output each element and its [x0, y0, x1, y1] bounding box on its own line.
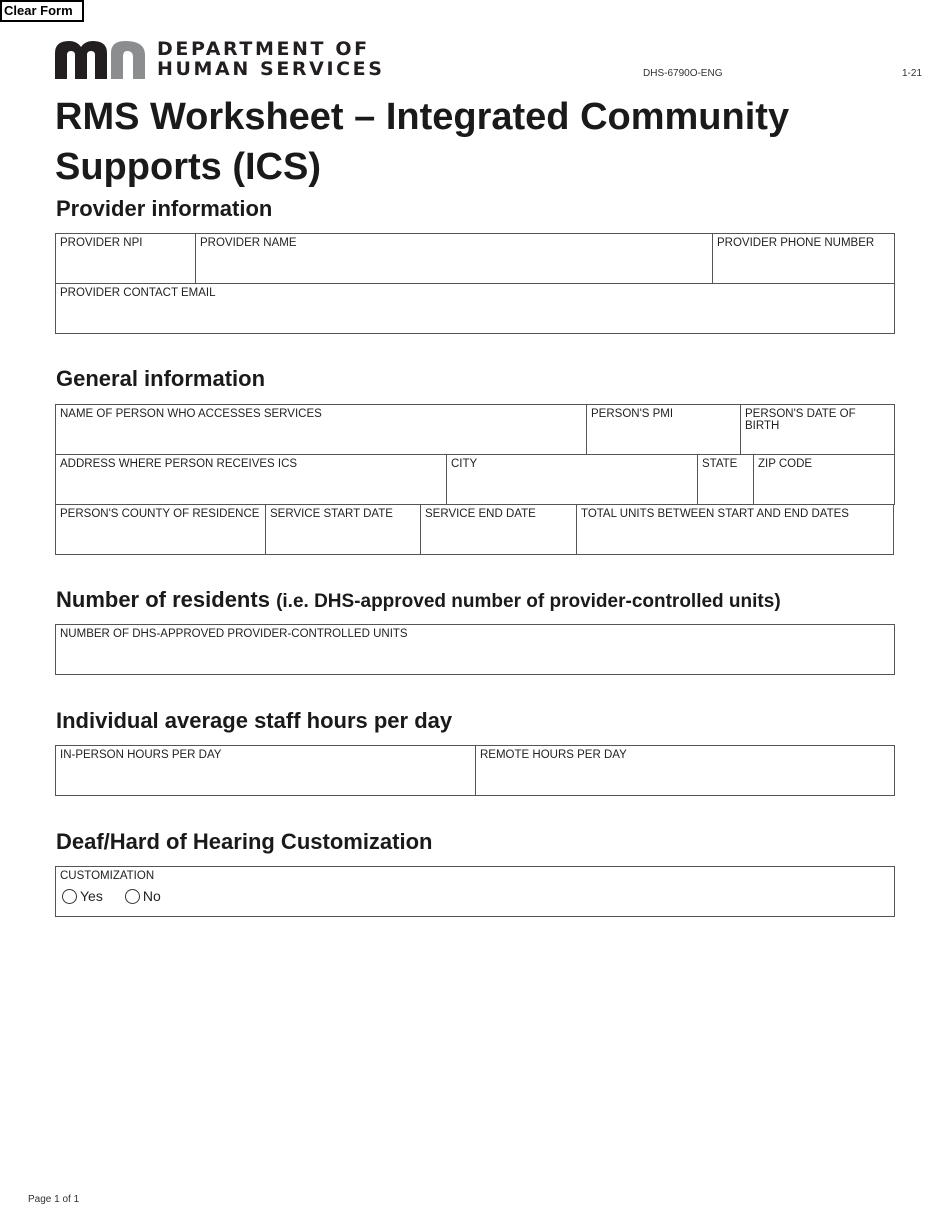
residents-heading-main: Number of residents: [56, 587, 270, 612]
state-field[interactable]: STATE: [698, 455, 754, 505]
service-start-date-field[interactable]: SERVICE START DATE: [266, 505, 421, 555]
clear-form-button[interactable]: Clear Form: [0, 0, 84, 22]
staff-hours-heading: Individual average staff hours per day: [56, 708, 453, 733]
logo-line-2: HUMAN SERVICES: [157, 58, 385, 80]
document-number: DHS-6790O-ENG: [643, 68, 723, 79]
customization-label: CUSTOMIZATION: [60, 870, 155, 882]
provider-npi-field[interactable]: PROVIDER NPI: [56, 234, 196, 284]
general-info-heading: General information: [56, 366, 266, 391]
total-units-field[interactable]: TOTAL UNITS BETWEEN START AND END DATES: [577, 505, 894, 555]
provider-email-field[interactable]: PROVIDER CONTACT EMAIL: [56, 284, 895, 334]
deaf-customization-table: [55, 866, 895, 917]
remote-hours-field[interactable]: REMOTE HOURS PER DAY: [476, 746, 895, 796]
customization-no-label: No: [142, 888, 161, 904]
person-name-field[interactable]: NAME OF PERSON WHO ACCESSES SERVICES: [56, 405, 587, 455]
page-title: RMS Worksheet – Integrated Community Supports (ICS): [55, 96, 790, 188]
provider-name-field[interactable]: PROVIDER NAME: [196, 234, 713, 284]
provider-phone-field[interactable]: PROVIDER PHONE NUMBER: [713, 234, 895, 284]
person-pmi-field[interactable]: PERSON'S PMI: [587, 405, 741, 455]
provider-info-table: [55, 233, 895, 334]
page-number: Page 1 of 1: [28, 1194, 80, 1205]
provider-controlled-units-field[interactable]: NUMBER OF DHS-APPROVED PROVIDER-CONTROLLED UNITS: [56, 625, 895, 675]
address-field[interactable]: ADDRESS WHERE PERSON RECEIVES ICS: [56, 455, 447, 505]
provider-info-heading: Provider information: [56, 196, 273, 221]
revision-date: 1-21: [902, 68, 923, 79]
county-field[interactable]: PERSON'S COUNTY OF RESIDENCE: [56, 505, 266, 555]
dhs-logo: [55, 38, 385, 80]
general-info-table: [55, 404, 895, 555]
residents-table: [55, 624, 895, 675]
logo-line-1: DEPARTMENT OF: [157, 38, 370, 60]
customization-yes-radio[interactable]: [62, 889, 77, 904]
logo-text: [157, 39, 385, 79]
in-person-hours-field[interactable]: IN-PERSON HOURS PER DAY: [56, 746, 476, 796]
residents-heading: [56, 587, 781, 613]
staff-hours-table: [55, 745, 895, 796]
mn-logo-icon: [55, 39, 145, 79]
deaf-customization-heading: Deaf/Hard of Hearing Customization: [56, 829, 433, 854]
customization-no-radio[interactable]: [125, 889, 140, 904]
zip-code-field[interactable]: ZIP CODE: [754, 455, 895, 505]
person-dob-field[interactable]: PERSON'S DATE OF BIRTH: [741, 405, 895, 455]
residents-subheading: (i.e. DHS-approved number of provider-controlled units): [276, 591, 781, 612]
customization-cell: [56, 867, 895, 917]
customization-yes-label: Yes: [80, 888, 103, 904]
service-end-date-field[interactable]: SERVICE END DATE: [421, 505, 577, 555]
customization-radio-group: [60, 888, 890, 904]
city-field[interactable]: CITY: [447, 455, 698, 505]
